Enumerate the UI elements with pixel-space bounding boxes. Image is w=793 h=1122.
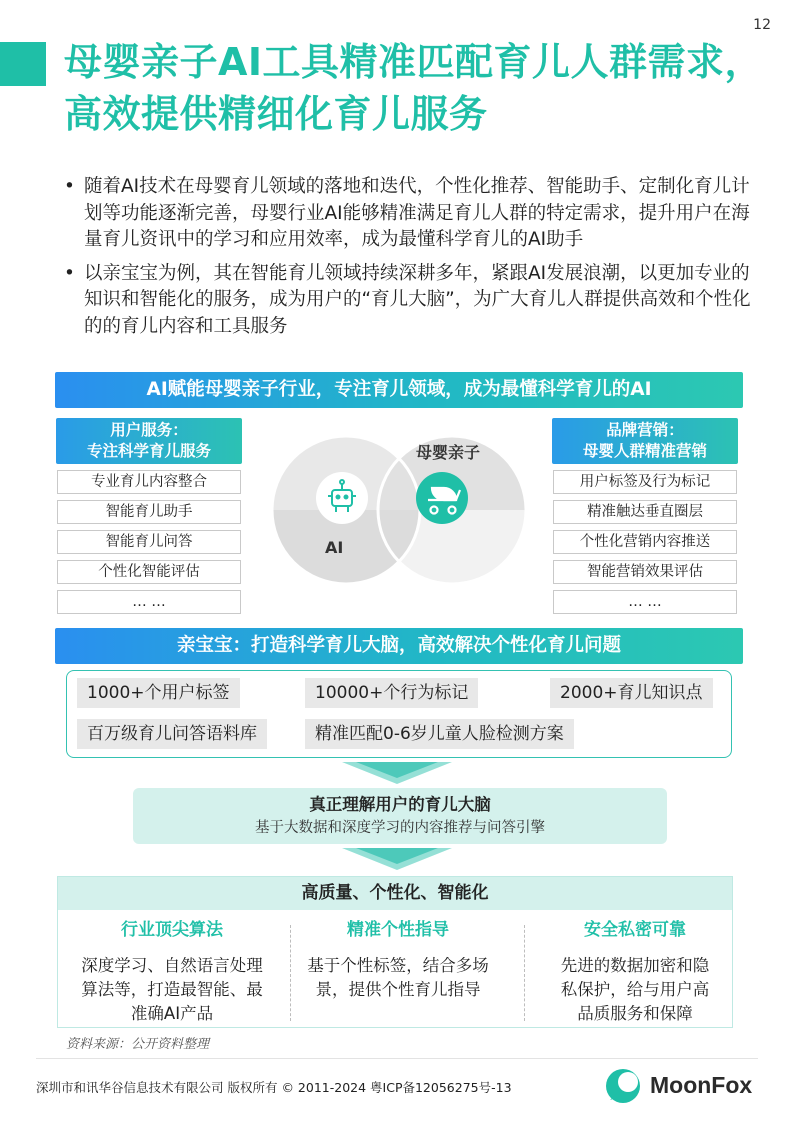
column-title: 行业顶尖算法 bbox=[121, 920, 223, 940]
page-number: 12 bbox=[753, 17, 771, 33]
bullet-item bbox=[62, 174, 752, 254]
stats-box bbox=[66, 670, 732, 758]
column-title: 安全私密可靠 bbox=[584, 920, 686, 940]
quality-header: 高质量、个性化、智能化 bbox=[58, 877, 732, 910]
column-line: 基于个性标签，结合多场 bbox=[307, 956, 489, 975]
down-arrow-icon bbox=[342, 848, 452, 870]
brand-marketing-item: … … bbox=[553, 590, 737, 614]
bullet-text: 随着AI技术在母婴育儿领域的落地和迭代，个性化推荐、智能助手、定制化育儿计划等功能逐渐完善，母婴行业AI能够精准满足育儿人群的特定需求，提升用户在海量育儿资讯中的学习和应用效率，成为最懂科学育儿的AI助手 bbox=[84, 176, 750, 250]
bullet-dot-icon: • bbox=[64, 262, 75, 284]
qinbaobao-banner: 亲宝宝：打造科学育儿大脑，高效解决个性化育儿问题 bbox=[55, 628, 743, 664]
header-line: 品牌营销： bbox=[606, 421, 684, 439]
footer-divider bbox=[36, 1058, 758, 1059]
stat-chip: 2000+育儿知识点 bbox=[550, 678, 713, 708]
quality-box bbox=[57, 876, 733, 1028]
title-accent-bar bbox=[0, 42, 46, 86]
header-line: 用户服务： bbox=[110, 421, 188, 439]
user-service-header bbox=[56, 418, 242, 464]
header-line: 专注科学育儿服务 bbox=[86, 442, 211, 460]
venn-label-parenting: 母婴亲子 bbox=[416, 443, 481, 462]
brand-marketing-header bbox=[552, 418, 738, 464]
source-note: 资料来源：公开资料整理 bbox=[66, 1037, 210, 1052]
column-line: 算法等，打造最智能、最 bbox=[81, 980, 263, 999]
column-line: 私保护，给与用户高 bbox=[560, 980, 710, 999]
user-service-item: … … bbox=[57, 590, 241, 614]
page-title: 母婴亲子AI工具精准匹配育儿人群需求，高效提供精细化育儿服务 bbox=[64, 40, 764, 136]
column-body bbox=[526, 954, 744, 1026]
brand-marketing-item: 用户标签及行为标记 bbox=[553, 470, 737, 494]
logo-text: MoonFox bbox=[650, 1072, 753, 1098]
footer-copyright: 深圳市和讯华谷信息技术有限公司 版权所有 © 2011-2024 粤ICP备12056275号-13 bbox=[36, 1080, 512, 1095]
brand-marketing-item: 智能营销效果评估 bbox=[553, 560, 737, 584]
user-service-item: 智能育儿助手 bbox=[57, 500, 241, 524]
column-line: 景，提供个性育儿指导 bbox=[315, 980, 481, 999]
column-title: 精准个性指导 bbox=[347, 920, 449, 940]
bullet-list bbox=[62, 174, 752, 347]
quality-column bbox=[289, 917, 507, 1002]
brand-marketing-item: 精准触达垂直圈层 bbox=[553, 500, 737, 524]
column-line: 先进的数据加密和隐 bbox=[560, 956, 710, 975]
moonfox-logo-icon bbox=[604, 1066, 644, 1106]
stat-chip: 10000+个行为标记 bbox=[305, 678, 478, 708]
user-service-item: 个性化智能评估 bbox=[57, 560, 241, 584]
column-line: 准确AI产品 bbox=[130, 1004, 214, 1023]
quality-column bbox=[63, 917, 281, 1026]
brand-marketing-item: 个性化营销内容推送 bbox=[553, 530, 737, 554]
ai-empowerment-banner: AI赋能母婴亲子行业，专注育儿领域，成为最懂科学育儿的AI bbox=[55, 372, 743, 408]
bullet-text: 以亲宝宝为例，其在智能育儿领域持续深耕多年，紧跟AI发展浪潮，以更加专业的知识和智能化的服务，成为用户的“育儿大脑”，为广大育儿人群提供高效和个性化的的育儿内容和工具服务 bbox=[84, 262, 751, 337]
stat-chip: 1000+个用户标签 bbox=[77, 678, 240, 708]
stat-chip: 百万级育儿问答语料库 bbox=[77, 719, 267, 749]
brain-subtitle: 基于大数据和深度学习的内容推荐与问答引擎 bbox=[255, 820, 545, 836]
header-line: 母婴人群精准营销 bbox=[582, 442, 707, 460]
column-line: 品质服务和保障 bbox=[577, 1004, 693, 1023]
down-arrow-icon bbox=[342, 762, 452, 784]
stat-chip: 精准匹配0-6岁儿童人脸检测方案 bbox=[305, 719, 574, 749]
venn-diagram bbox=[268, 418, 530, 602]
quality-column bbox=[526, 917, 744, 1026]
brain-title: 真正理解用户的育儿大脑 bbox=[309, 795, 491, 814]
column-body bbox=[63, 954, 281, 1026]
user-service-item: 专业育儿内容整合 bbox=[57, 470, 241, 494]
bullet-item bbox=[62, 261, 752, 341]
column-divider bbox=[524, 925, 525, 1021]
venn-label-ai: AI bbox=[325, 538, 344, 557]
bullet-dot-icon: • bbox=[64, 176, 75, 197]
parenting-brain-box bbox=[133, 788, 667, 844]
moonfox-logo bbox=[604, 1066, 764, 1106]
column-line: 深度学习、自然语言处理 bbox=[81, 956, 263, 975]
column-body bbox=[289, 954, 507, 1002]
user-service-item: 智能育儿问答 bbox=[57, 530, 241, 554]
